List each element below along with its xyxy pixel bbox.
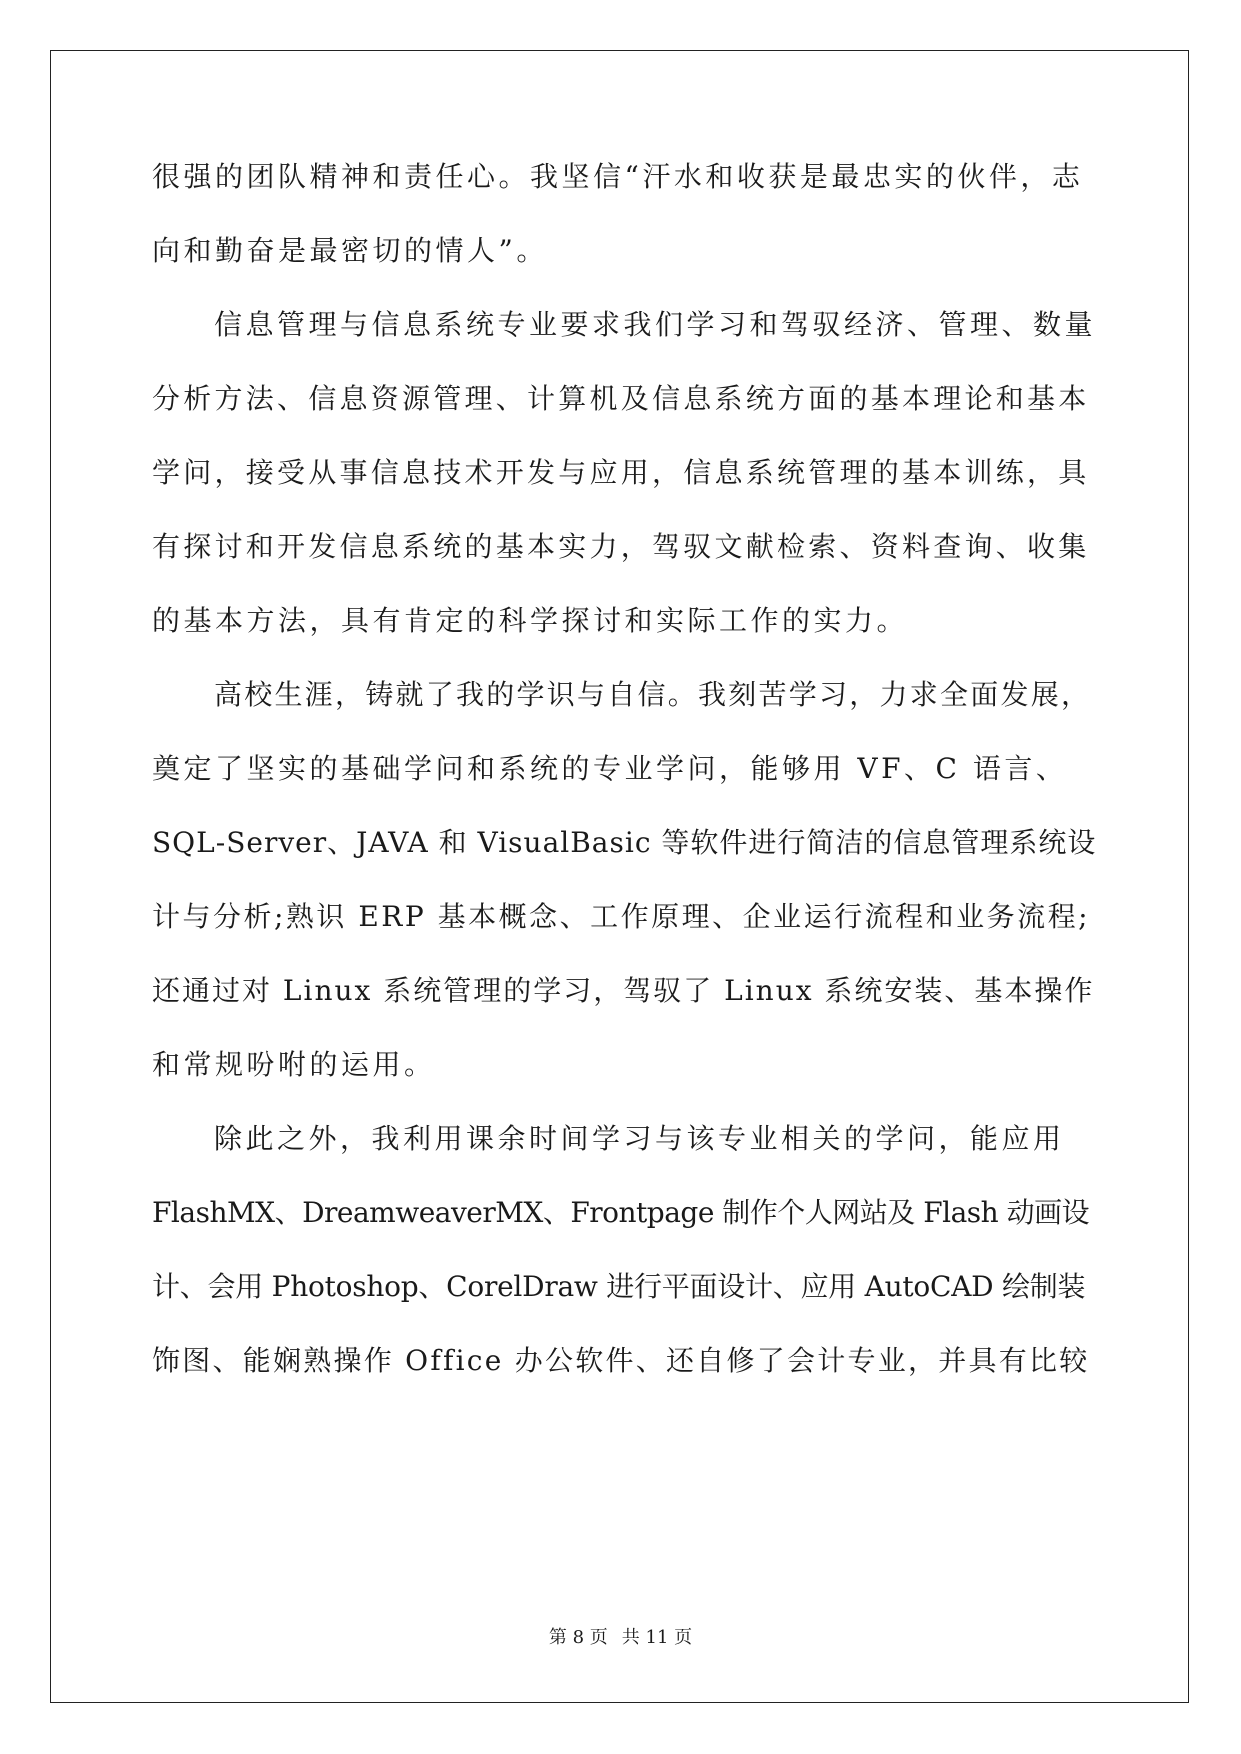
- text-line: 还通过对 Linux 系统管理的学习，驾驭了 Linux 系统安装、基本操作: [152, 974, 1095, 1007]
- text-line: 有探讨和开发信息系统的基本实力，驾驭文献检索、资料查询、收集: [152, 530, 1090, 563]
- text-line: 分析方法、信息资源管理、计算机及信息系统方面的基本理论和基本: [152, 382, 1090, 415]
- text-line: 和常规吩咐的运用。: [152, 1048, 436, 1081]
- page-footer: [0, 1627, 1241, 1649]
- paragraph-first-line: 除此之外，我利用课余时间学习与该专业相关的学问，能应用: [214, 1122, 1065, 1155]
- text-line: 奠定了坚实的基础学问和系统的专业学问，能够用 VF、C 语言、: [152, 752, 1068, 785]
- page-number: 第 8 页: [548, 1627, 608, 1648]
- text-line: 计、会用 Photoshop、CorelDraw 进行平面设计、应用 AutoCAD 绘制装: [152, 1270, 1086, 1303]
- text-line: 的基本方法，具有肯定的科学探讨和实际工作的实力。: [152, 604, 909, 637]
- text-line: 很强的团队精神和责任心。我坚信“汗水和收获是最忠实的伙伴，志: [152, 160, 1084, 193]
- page-border: [50, 50, 1189, 1703]
- text-line: 计与分析;熟识 ERP 基本概念、工作原理、企业运行流程和业务流程;: [152, 900, 1091, 933]
- page-total: 共 11 页: [621, 1627, 693, 1648]
- text-line: FlashMX、DreamweaverMX、Frontpage 制作个人网站及 Flash 动画设: [152, 1196, 1090, 1229]
- text-line: 向和勤奋是最密切的情人”。: [152, 234, 548, 267]
- text-line: 学问，接受从事信息技术开发与应用，信息系统管理的基本训练，具: [152, 456, 1090, 489]
- paragraph-first-line: 信息管理与信息系统专业要求我们学习和驾驭经济、管理、数量: [214, 308, 1097, 341]
- text-line: SQL-Server、JAVA 和 VisualBasic 等软件进行简洁的信息管理系统设: [152, 826, 1097, 859]
- text-line: 饰图、能娴熟操作 Office 办公软件、还自修了会计专业，并具有比较: [152, 1344, 1090, 1377]
- paragraph-first-line: 高校生涯，铸就了我的学识与自信。我刻苦学习，力求全面发展，: [214, 678, 1092, 711]
